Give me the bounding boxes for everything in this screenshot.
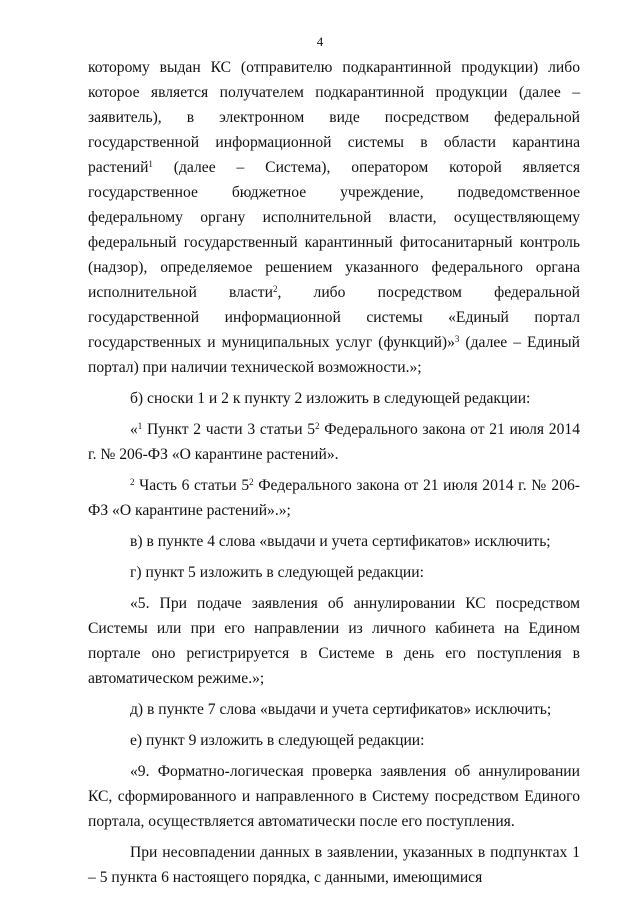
footnote-mark-1: 1: [137, 421, 143, 432]
footnote-1-text: [88, 417, 580, 467]
footnote-text: Федерального закона от 21 июля 2014 г. № 206-ФЗ «О карантине растений».: [88, 421, 580, 463]
paragraph-text: которому выдан КС (отправителю подкарантинной продукции) либо которое является получателем подкарантинной продукции (далее – заявитель), в электронном виде посредством федеральной государственной информационной системы в области карантина растений: [88, 59, 580, 176]
paragraph-text: (далее – Система), оператором которой является государственное бюджетное учреждение, подведомственное федеральному органу исполнительной власти, осуществляющему федеральный государственный карантинный фитосанитарный контроль (надзор), определяемое решением указанного федерального органа исполнительной власти: [88, 159, 580, 301]
paragraph-continuation: [88, 55, 580, 380]
paragraph-e: е) пункт 9 изложить в следующей редакции:: [130, 732, 425, 749]
document-body: [88, 55, 580, 890]
quote-open: «: [130, 421, 138, 438]
footnote-mark-2: 2: [130, 477, 135, 488]
paragraph-g: г) пункт 5 изложить в следующей редакции:: [130, 564, 424, 581]
footnote-2-text: [88, 473, 580, 523]
article-superscript: 2: [315, 421, 320, 432]
page-number: 4: [316, 34, 324, 49]
footnote-ref-3: 3: [454, 334, 460, 345]
paragraph-text: (далее – Единый портал) при наличии технической возможности.»;: [88, 334, 580, 376]
paragraph-text: , либо посредством федеральной государственной информационной системы «Единый портал государственных и муниципальных услуг (функций)»: [88, 284, 580, 351]
paragraph-mismatch: При несовпадении данных в заявлении, указанных в подпунктах 1 – 5 пункта 6 настоящего порядка, с данными, имеющимися: [88, 844, 580, 886]
footnote-ref-1: 1: [148, 159, 153, 170]
paragraph-v: в) в пункте 4 слова «выдачи и учета сертификатов» исключить;: [130, 533, 551, 550]
paragraph-item-5: «5. При подаче заявления об аннулировании КС посредством Системы или при его направлении из личного кабинета на Едином портале оно регистрируется в Системе в день его поступления в автоматическом режиме.»;: [88, 595, 580, 687]
footnote-ref-2: 2: [272, 284, 278, 295]
footnote-text: Федерального закона от 21 июля 2014 г. № 206-ФЗ «О карантине растений».»;: [88, 477, 580, 519]
paragraph-d: д) в пункте 7 слова «выдачи и учета сертификатов» исключить;: [130, 701, 552, 718]
footnote-text: Часть 6 статьи 5: [134, 477, 250, 494]
footnote-text: Пункт 2 части 3 статьи 5: [142, 421, 316, 438]
article-superscript: 2: [249, 477, 254, 488]
paragraph-b: б) сноски 1 и 2 к пункту 2 изложить в следующей редакции:: [130, 390, 531, 407]
paragraph-item-9: «9. Форматно-логическая проверка заявления об аннулировании КС, сформированного и направленного в Систему посредством Единого портала, осуществляется автоматически после его поступления.: [88, 763, 580, 830]
